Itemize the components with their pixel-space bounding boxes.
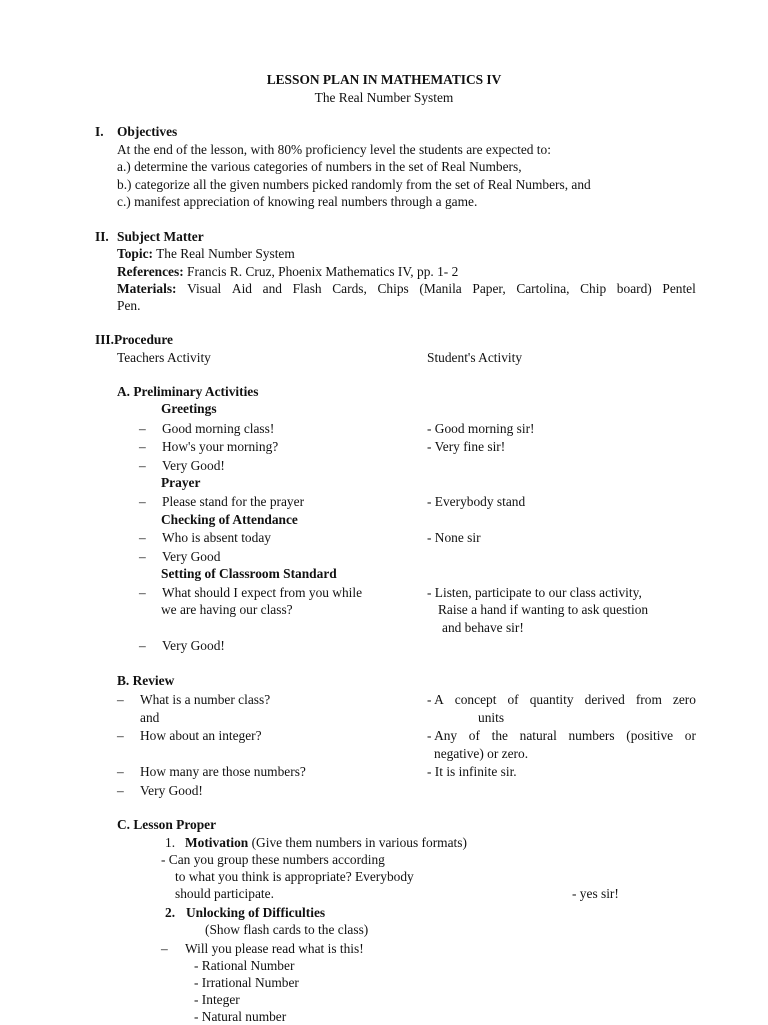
materials-word: Cartolina, [516, 281, 570, 296]
topic-line [117, 246, 295, 262]
materials-word: (Manila [419, 281, 462, 296]
answer-word: concept [454, 692, 497, 707]
motivation-line [185, 835, 467, 851]
teacher-line: we are having our class? [161, 602, 293, 617]
unlocking-note: (Show flash cards to the class) [205, 922, 369, 937]
teacher-line: - Can you group these numbers according [161, 852, 385, 867]
objective-item: b.) categorize all the given numbers picked randomly from the set of Real Numbers, and [117, 177, 591, 192]
answer-word: natural [519, 728, 557, 743]
student-line: - It is infinite sir. [427, 764, 517, 779]
answer-word: zero [672, 692, 696, 707]
list-item: - Natural number [194, 1009, 287, 1024]
student-line: and behave sir! [442, 620, 524, 635]
teacher-line: and [140, 710, 160, 725]
student-line: - Listen, participate to our class activity, [427, 585, 642, 600]
bullet-dash: – [139, 439, 146, 454]
objectives-heading: Objectives [117, 124, 178, 139]
references-label: References: [117, 264, 184, 279]
materials-word: Pentel [662, 281, 696, 296]
answer-word: of [507, 692, 519, 707]
answer-word: quantity [529, 692, 574, 707]
answer-word: of [468, 728, 480, 743]
bullet-dash: – [161, 941, 168, 956]
unlocking-number: 2. [165, 905, 176, 920]
teacher-line: should participate. [175, 886, 274, 901]
materials-word: and [262, 281, 282, 296]
bullet-dash: – [139, 638, 146, 653]
review-heading: B. Review [117, 673, 175, 688]
student-line [427, 692, 696, 708]
bullet-dash: – [139, 494, 146, 509]
teacher-line: What is a number class? [140, 692, 271, 707]
procedure-heading: III.Procedure [95, 332, 173, 347]
page-title: LESSON PLAN IN MATHEMATICS IV [266, 72, 502, 87]
bullet-dash: – [139, 585, 146, 600]
materials-word: Visual [187, 281, 222, 296]
bullet-dash: – [117, 783, 124, 798]
materials-word: board) [616, 281, 652, 296]
materials-line [117, 281, 696, 297]
materials-label: Materials: [117, 281, 177, 296]
bullet-dash: – [117, 728, 124, 743]
objective-item: a.) determine the various categories of numbers in the set of Real Numbers, [117, 159, 522, 174]
materials-word: Aid [231, 281, 252, 296]
objectives-number: I. [95, 124, 104, 139]
prayer-heading: Prayer [161, 475, 201, 490]
motivation-number: 1. [165, 835, 176, 850]
student-line: - Everybody stand [427, 494, 526, 509]
materials-word: Flash [292, 281, 322, 296]
answer-word: numbers [568, 728, 615, 743]
teacher-line: Will you please read what is this! [185, 941, 364, 956]
answer-word: - Any [427, 728, 458, 743]
materials-word: Chips [377, 281, 409, 296]
teacher-line: Very Good [162, 549, 221, 564]
preliminary-heading: A. Preliminary Activities [117, 384, 259, 399]
teacher-column-header: Teachers Activity [117, 350, 211, 365]
unlocking-heading: Unlocking of Difficulties [186, 905, 326, 920]
answer-word: derived [584, 692, 625, 707]
student-line: - None sir [427, 530, 481, 545]
motivation-label: Motivation [185, 835, 249, 850]
list-item: - Integer [194, 992, 240, 1007]
teacher-line: What should I expect from you while [162, 585, 363, 600]
answer-word: the [491, 728, 508, 743]
bullet-dash: – [139, 458, 146, 473]
topic-value: The Real Number System [156, 246, 295, 261]
bullet-dash: – [139, 549, 146, 564]
objectives-intro: At the end of the lesson, with 80% proficiency level the students are expected to: [117, 142, 551, 157]
teacher-line: Very Good! [140, 783, 203, 798]
greetings-heading: Greetings [161, 401, 217, 416]
teacher-line: to what you think is appropriate? Everybody [175, 869, 414, 884]
teacher-line: How about an integer? [140, 728, 262, 743]
student-line: units [478, 710, 505, 725]
student-line: - Good morning sir! [427, 421, 535, 436]
teacher-line: Very Good! [162, 458, 225, 473]
teacher-line: Please stand for the prayer [162, 494, 305, 509]
bullet-dash: – [117, 692, 124, 707]
materials-word: Paper, [472, 281, 506, 296]
answer-word: - A [427, 692, 444, 707]
motivation-note: (Give them numbers in various formats) [251, 835, 467, 850]
subject-heading: Subject Matter [117, 229, 204, 244]
teacher-line: Who is absent today [162, 530, 271, 545]
bullet-dash: – [117, 764, 124, 779]
teacher-line: How many are those numbers? [140, 764, 306, 779]
answer-word: from [635, 692, 662, 707]
teacher-line: Very Good! [162, 638, 225, 653]
answer-word: or [684, 728, 696, 743]
student-line [427, 728, 696, 744]
student-line: negative) or zero. [434, 746, 529, 761]
student-line: - yes sir! [572, 886, 619, 901]
topic-label: Topic: [117, 246, 153, 261]
standard-heading: Setting of Classroom Standard [161, 566, 337, 581]
references-line [117, 264, 458, 280]
student-line: Raise a hand if wanting to ask question [438, 602, 649, 617]
subject-number: II. [95, 229, 109, 244]
bullet-dash: – [139, 530, 146, 545]
references-value: Francis R. Cruz, Phoenix Mathematics IV, pp. 1- 2 [187, 264, 459, 279]
student-line: - Very fine sir! [427, 439, 506, 454]
bullet-dash: – [139, 421, 146, 436]
teacher-line: Good morning class! [162, 421, 275, 436]
lesson-proper-heading: C. Lesson Proper [117, 817, 217, 832]
teacher-line: How's your morning? [162, 439, 279, 454]
attendance-heading: Checking of Attendance [161, 512, 298, 527]
materials-line-2: Pen. [117, 298, 141, 313]
answer-word: (positive [626, 728, 674, 743]
list-item: - Rational Number [194, 958, 295, 973]
list-item: - Irrational Number [194, 975, 299, 990]
page-subtitle: The Real Number System [314, 90, 454, 105]
objective-item: c.) manifest appreciation of knowing real numbers through a game. [117, 194, 478, 209]
materials-word: Cards, [332, 281, 367, 296]
materials-word: Chip [580, 281, 607, 296]
student-column-header: Student's Activity [427, 350, 523, 365]
